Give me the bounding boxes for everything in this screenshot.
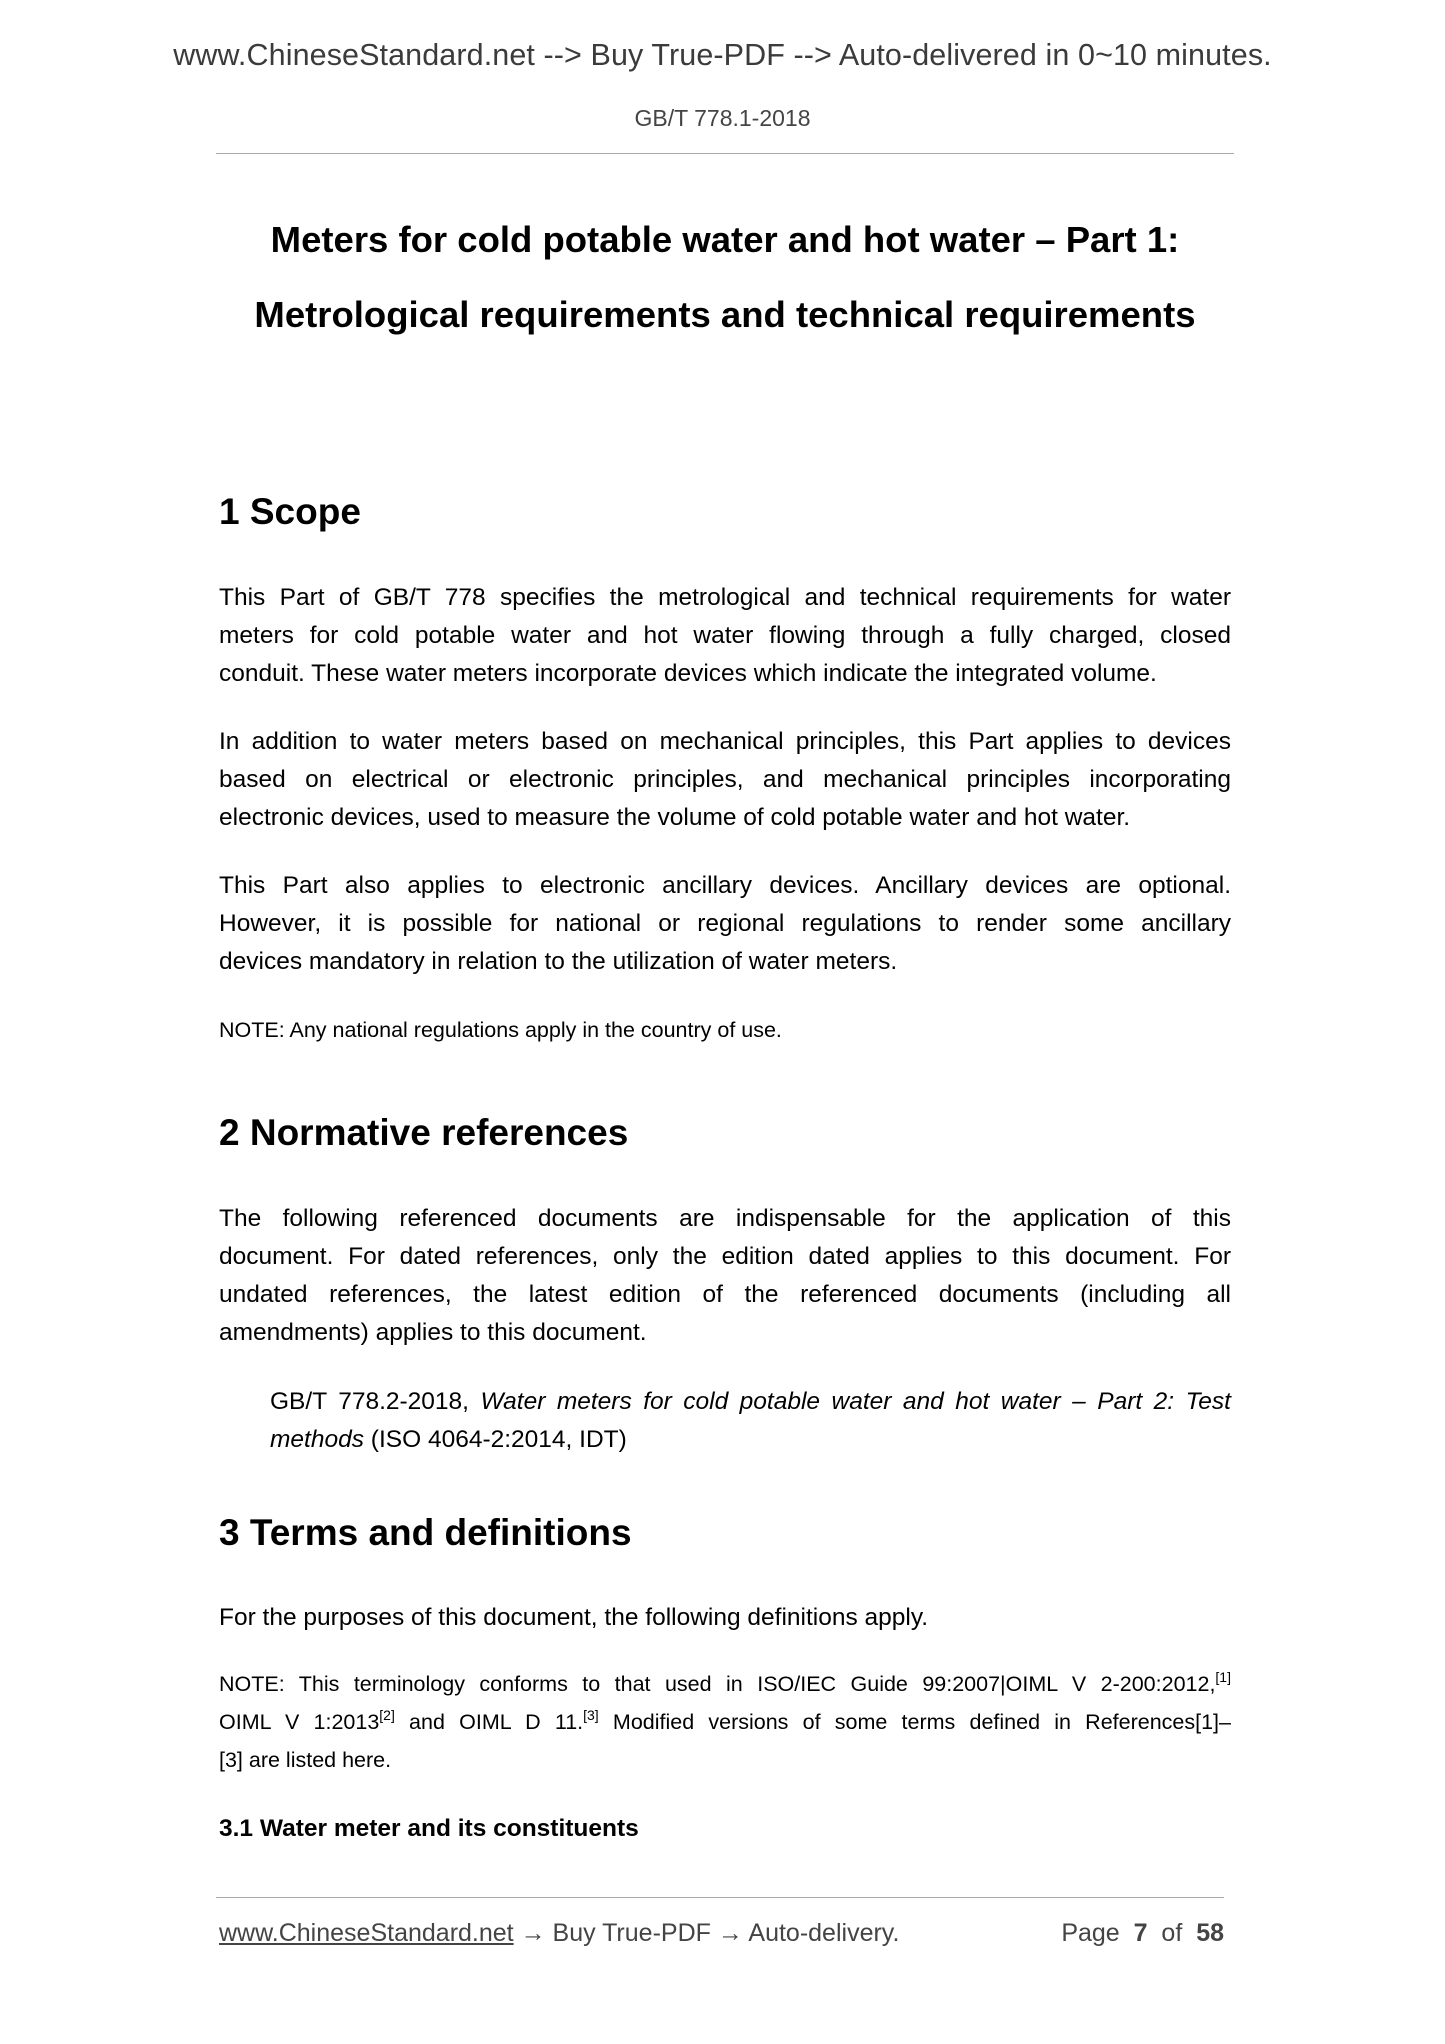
section-heading-normative-references: 2 Normative references — [219, 1112, 629, 1153]
reference-title-part-2: methods — [270, 1426, 364, 1453]
text-line: In addition to water meters based on mechanical principles, this Part applies to devices — [219, 728, 1231, 755]
note-line-2-part-a: OIML V 1:2013 — [219, 1710, 380, 1734]
citation-2: [2] — [379, 1707, 395, 1723]
text-line: However, it is possible for national or regional regulations to render some ancillary — [219, 910, 1231, 937]
page-label: Page — [1061, 1919, 1120, 1947]
header-divider — [216, 153, 1234, 154]
text-line: meters for cold potable water and hot water flowing through a fully charged, closed — [219, 622, 1231, 649]
reference-line-2 — [270, 1421, 1231, 1459]
scope-note: NOTE: Any national regulations apply in the country of use. — [219, 1018, 782, 1042]
terms-paragraph — [219, 1599, 1231, 1637]
text-line: document. For dated references, only the edition dated applies to this document. For — [219, 1243, 1231, 1270]
note-line-2-part-c: Modified versions of some terms defined in References[1]– — [598, 1710, 1231, 1734]
scope-paragraph-3 — [219, 867, 1231, 981]
footer-promo — [219, 1915, 899, 1951]
note-line-3: [3] are listed here. — [219, 1748, 392, 1772]
citation-1: [1] — [1215, 1669, 1231, 1685]
note-line-1 — [219, 1665, 1231, 1703]
note-line-1-text: NOTE: This terminology conforms to that used in ISO/IEC Guide 99:2007|OIML V 2-200:2012, — [219, 1672, 1216, 1696]
normative-references-paragraph — [219, 1200, 1231, 1352]
text-line: electronic devices, used to measure the volume of cold potable water and hot water. — [219, 804, 1131, 831]
reference-code: GB/T 778.2-2018, — [270, 1388, 469, 1415]
reference-suffix: (ISO 4064-2:2014, IDT) — [370, 1426, 627, 1453]
reference-line-1 — [270, 1383, 1231, 1421]
text-line: based on electrical or electronic principles, and mechanical principles incorporating — [219, 766, 1231, 793]
subsection-heading: 3.1 Water meter and its constituents — [219, 1815, 639, 1842]
section-heading-scope: 1 Scope — [219, 491, 361, 532]
footer-promo-text: → Buy True-PDF → Auto-delivery. — [513, 1919, 900, 1947]
of-label: of — [1161, 1919, 1183, 1947]
page-indicator — [1061, 1915, 1224, 1951]
top-banner: www.ChineseStandard.net --> Buy True-PDF --> Auto-delivered in 0~10 minutes. — [173, 38, 1272, 72]
scope-paragraph-1 — [219, 579, 1231, 693]
note-line-2 — [219, 1703, 1231, 1741]
text-line: This Part of GB/T 778 specifies the metrological and technical requirements for water — [219, 584, 1231, 611]
text-line: This Part also applies to electronic ancillary devices. Ancillary devices are optional. — [219, 872, 1231, 899]
text-line: conduit. These water meters incorporate devices which indicate the integrated volume. — [219, 660, 1157, 687]
scope-paragraph-2 — [219, 723, 1231, 837]
text-line: amendments) applies to this document. — [219, 1319, 647, 1346]
note-line-2-part-b: and OIML D 11. — [394, 1710, 584, 1734]
footer-divider — [216, 1897, 1224, 1898]
reference-title-part-1: Water meters for cold potable water and hot water – Part 2: Test — [480, 1388, 1231, 1415]
reference-entry — [270, 1383, 1231, 1459]
page-number: 7 — [1133, 1919, 1148, 1947]
section-heading-terms-and-definitions: 3 Terms and definitions — [219, 1512, 632, 1553]
citation-3: [3] — [583, 1707, 599, 1723]
footer-site-link[interactable]: www.ChineseStandard.net — [219, 1919, 514, 1947]
text-line: For the purposes of this document, the following definitions apply. — [219, 1604, 929, 1631]
document-title-line-1: Meters for cold potable water and hot water – Part 1: — [270, 219, 1180, 260]
total-pages: 58 — [1196, 1919, 1224, 1947]
terms-note — [219, 1665, 1231, 1779]
document-title-line-2: Metrological requirements and technical requirements — [254, 294, 1196, 335]
text-line: undated references, the latest edition of the referenced documents (including all — [219, 1281, 1231, 1308]
document-id: GB/T 778.1-2018 — [634, 105, 811, 131]
text-line: The following referenced documents are indispensable for the application of this — [219, 1205, 1231, 1232]
text-line: devices mandatory in relation to the utilization of water meters. — [219, 948, 898, 975]
